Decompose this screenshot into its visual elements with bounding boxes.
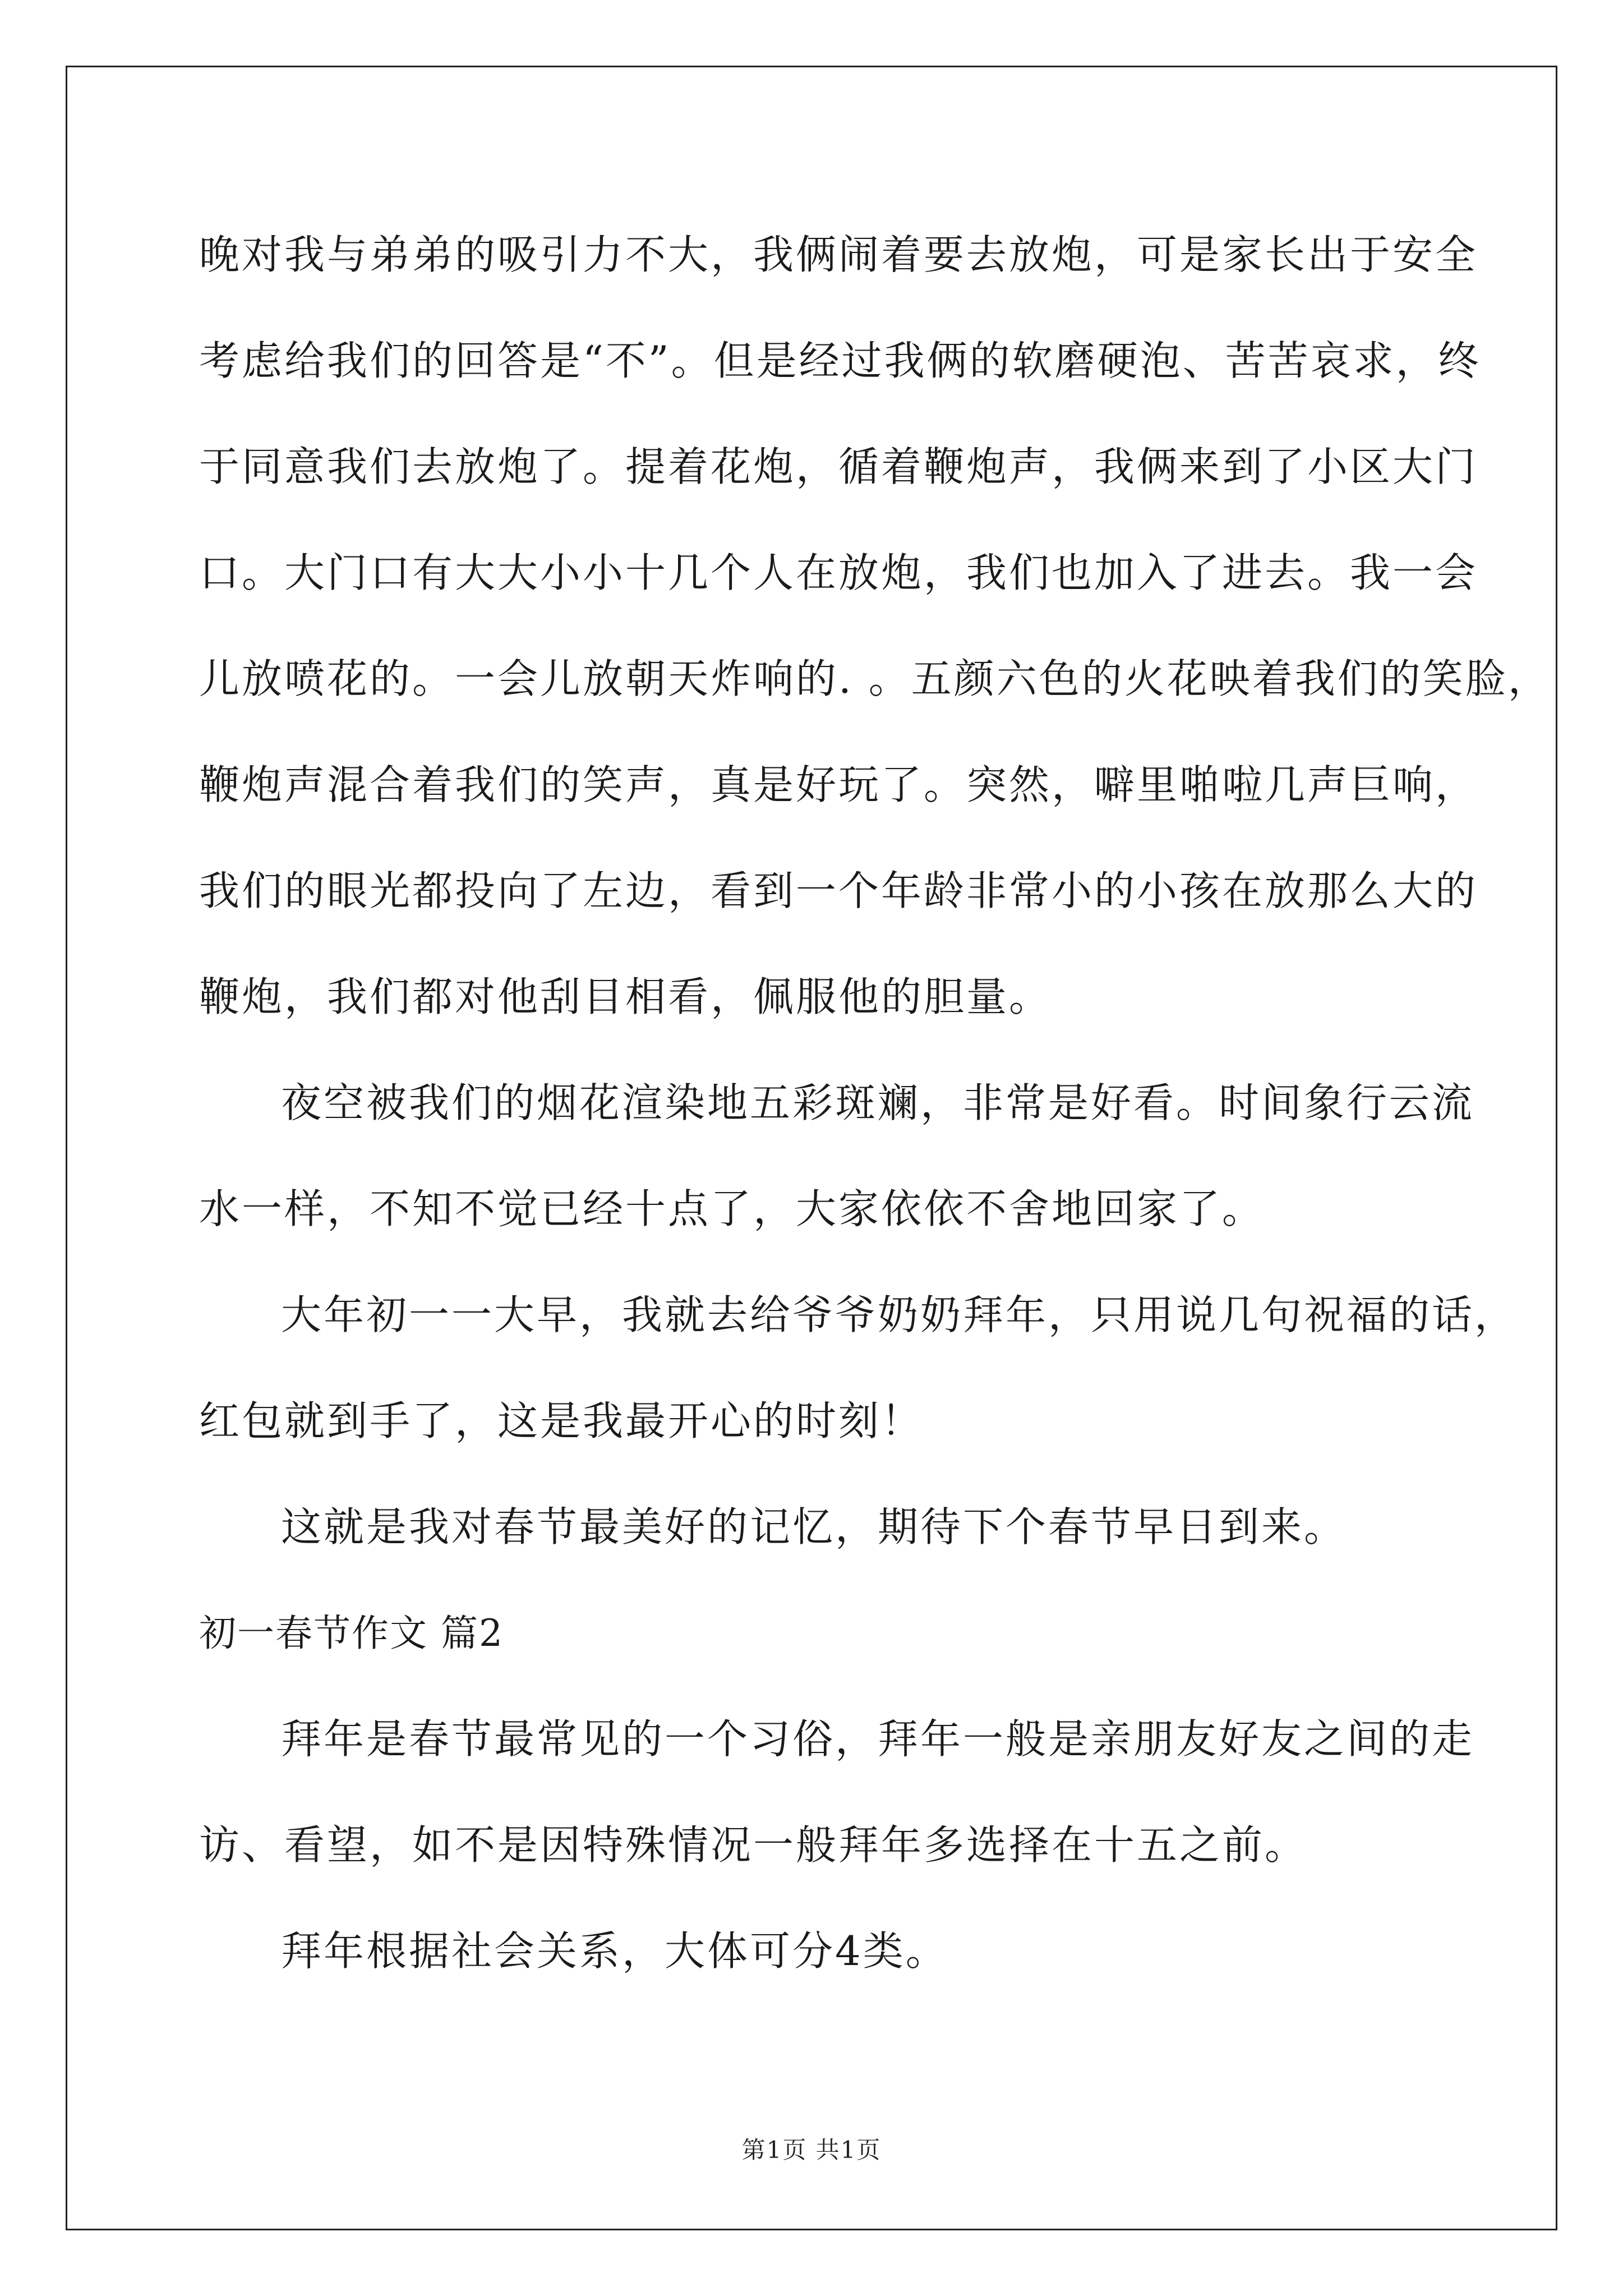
section-heading: 初一春节作文 篇2: [199, 1612, 504, 1655]
text-line: 儿放喷花的。一会儿放朝天炸响的. 。五颜六色的火花映着我们的笑脸，: [199, 655, 1551, 702]
paragraph-start-line: 拜年是春节最常见的一个习俗，拜年一般是亲朋友好友之间的走: [281, 1715, 1475, 1763]
text-line: 鞭炮，我们都对他刮目相看，佩服他的胆量。: [199, 973, 1052, 1020]
paragraph-start-line: 这就是我对春节最美好的记忆，期待下个春节早日到来。: [281, 1503, 1347, 1550]
paragraph-start-line: 夜空被我们的烟花渲染地五彩斑斓，非常是好看。时间象行云流: [281, 1079, 1475, 1126]
text-line: 考虑给我们的回答是“不”。但是经过我俩的软磨硬泡、苦苦哀求，终: [199, 337, 1481, 384]
text-line: 红包就到手了，这是我最开心的时刻！: [199, 1397, 924, 1444]
paragraph-start-line: 大年初一一大早，我就去给爷爷奶奶拜年，只用说几句祝福的话，: [281, 1291, 1518, 1338]
text-line: 我们的眼光都投向了左边，看到一个年龄非常小的小孩在放那么大的: [199, 867, 1478, 914]
page-footer: 第1页 共1页: [741, 2136, 882, 2164]
text-line: 晚对我与弟弟的吸引力不大，我俩闹着要去放炮，可是家长出于安全: [199, 231, 1478, 278]
text-line: 水一样，不知不觉已经十点了，大家依依不舍地回家了。: [199, 1185, 1265, 1232]
document-body: [199, 202, 1551, 2004]
paragraph-start-line: 拜年根据社会关系，大体可分4类。: [281, 1927, 948, 1975]
text-line: 于同意我们去放炮了。提着花炮，循着鞭炮声，我俩来到了小区大门: [199, 443, 1478, 490]
text-line: 访、看望，如不是因特殊情况一般拜年多选择在十五之前。: [199, 1821, 1308, 1869]
text-line: 口。大门口有大大小小十几个人在放炮，我们也加入了进去。我一会: [199, 549, 1478, 596]
text-line: 鞭炮声混合着我们的笑声，真是好玩了。突然，噼里啪啦几声巨响，: [199, 761, 1478, 808]
